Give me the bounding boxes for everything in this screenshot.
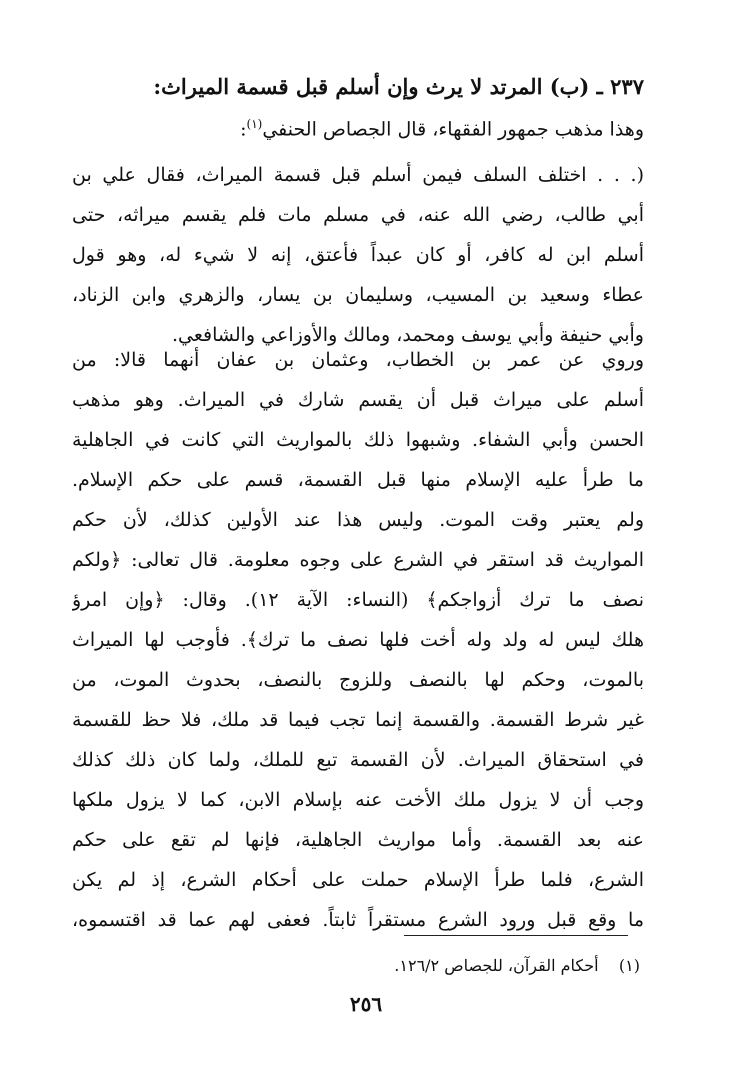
- footnote-number: (١): [618, 956, 640, 975]
- body-line: وروي عن عمر بن الخطاب، وعثمان بن عفان أنهما قالا: من: [72, 349, 644, 371]
- body-line: الشرع، فلما طرأ الإسلام حملت على أحكام الشرع، إذ لم يكن: [72, 869, 644, 891]
- body-line: ما طرأ عليه الإسلام منها قبل القسمة، قسم على حكم الإسلام.: [72, 469, 644, 491]
- body-line: ولم يعتبر وقت الموت. وليس هذا عند الأولين كذلك، لأن حكم: [72, 509, 644, 531]
- body-line: عنه بعد القسمة. وأما مواريث الجاهلية، فإنها لم تقع على حكم: [72, 829, 644, 851]
- body-line: بالموت، وحكم لها بالنصف وللزوج بالنصف، بحدوث الموت، من: [72, 669, 644, 691]
- footnote-marker: (١): [246, 117, 263, 131]
- quote-line: أبي طالب، رضي الله عنه، في مسلم مات فلم يقسم ميراثه، حتى: [72, 204, 644, 226]
- body-line: الحسن وأبي الشفاء. وشبهوا ذلك بالمواريث التي كانت في الجاهلية: [72, 429, 644, 451]
- body-line: غير شرط القسمة. والقسمة إنما تجب فيما قد ملك، فلا حظ للقسمة: [72, 709, 644, 731]
- body-line: نصف ما ترك أزواجكم﴾ (النساء: الآية ١٢). وقال: ﴿وإن امرؤ: [72, 589, 644, 611]
- body-line: أسلم على ميراث قبل أن يقسم شارك في الميراث. وهو مذهب: [72, 389, 644, 411]
- intro-text: وهذا مذهب جمهور الفقهاء، قال الجصاص الحنفي: [262, 118, 644, 141]
- quote-line: عطاء وسعيد بن المسيب، وسليمان بن يسار، والزهري وابن الزناد،: [72, 284, 644, 306]
- quote-line: وأبي حنيفة وأبي يوسف ومحمد، ومالك والأوزاعي والشافعي.: [172, 324, 644, 346]
- quote-line: أسلم ابن له كافر، أو كان عبداً فأعتق، إنه لا شيء له، وهو قول: [72, 244, 644, 266]
- body-line: في استحقاق الميراث. لأن القسمة تبع للملك، ولما كان ذلك كذلك: [72, 749, 644, 771]
- footnote-divider: [404, 935, 628, 936]
- intro-line: [72, 104, 644, 144]
- intro-colon: :: [240, 118, 247, 141]
- intro-paragraph: [72, 104, 644, 144]
- footnote-text: أحكام القرآن، للجصاص ١٢٦/٢.: [394, 956, 599, 975]
- body-line: هلك ليس له ولد وله أخت فلها نصف ما ترك﴾. فأوجب لها الميراث: [72, 629, 644, 651]
- page-number: ٢٥٦: [349, 992, 383, 1016]
- section-heading: ٢٣٧ ـ (ب) المرتد لا يرث وإن أسلم قبل قسمة الميراث:: [153, 74, 644, 99]
- body-line: ما وقع قبل ورود الشرع مستقراً ثابتاً. فعفى لهم عما قد اقتسموه،: [72, 909, 644, 931]
- body-line: وجب أن لا يزول ملك الأخت عنه بإسلام الابن، كما لا يزول ملكها: [72, 789, 644, 811]
- footnote: [80, 952, 640, 980]
- quote-line: (. . . اختلف السلف فيمن أسلم قبل قسمة الميراث، فقال علي بن: [72, 164, 644, 186]
- quote-paragraph: [72, 155, 644, 355]
- body-line: المواريث قد استقر في الشرع على وجوه معلومة. قال تعالى: ﴿ولكم: [72, 549, 644, 571]
- body-paragraph: [72, 340, 644, 940]
